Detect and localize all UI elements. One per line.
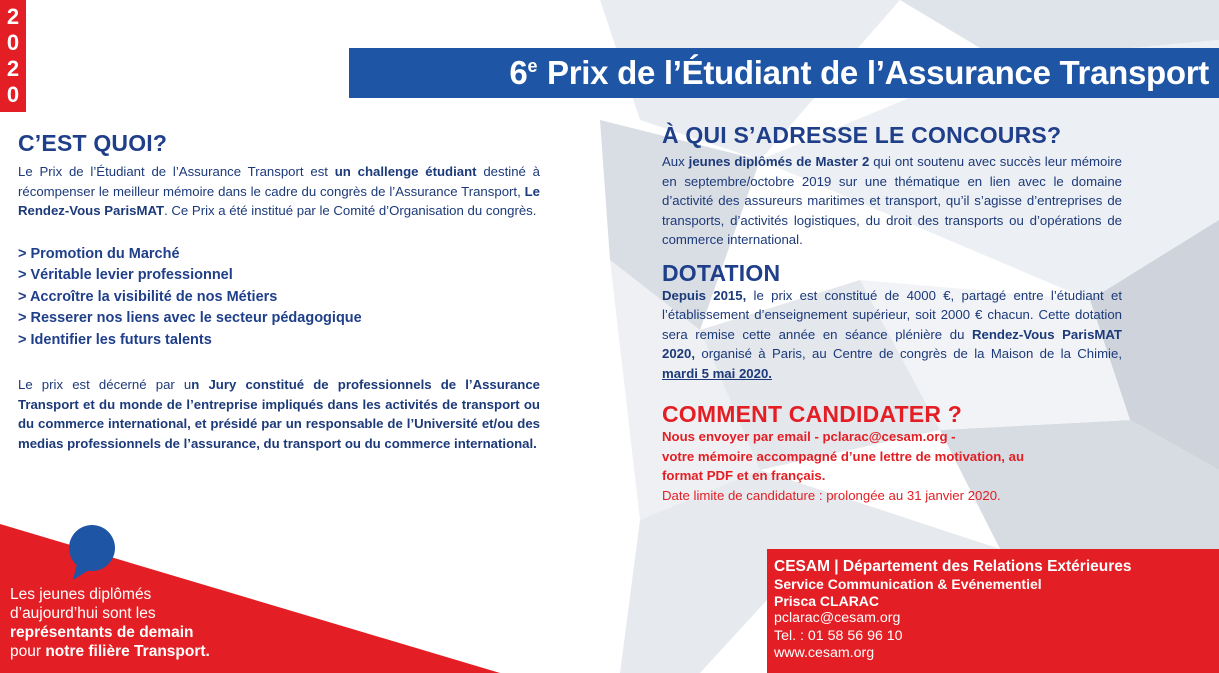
deadline-text: Date limite de candidature : prolongée au 31 janvier 2020. [662, 487, 1001, 503]
audience-paragraph [662, 152, 1122, 250]
right-column [662, 122, 1122, 505]
quote-line: pour [10, 643, 46, 660]
contact-box [767, 549, 1219, 673]
quote-line: Les jeunes diplômés [10, 586, 152, 603]
section-heading-apply: COMMENT CANDIDATER ? [662, 401, 962, 427]
intro-bold-2: Le Rendez-Vous ParisMAT [18, 183, 540, 218]
dotation-date: mardi 5 mai 2020. [662, 365, 772, 381]
audience-text-1: Aux [662, 154, 689, 169]
apply-line: format PDF et en français. [662, 468, 826, 483]
year-digit: 0 [6, 82, 20, 107]
contact-email-link[interactable]: pclarac@cesam.org [774, 610, 901, 626]
apply-line: votre mémoire accompagné d’une lettre de motivation, au [662, 448, 1025, 464]
audience-bold: jeunes diplômés de Master 2 [688, 154, 870, 169]
list-item: > Véritable levier professionnel [18, 267, 233, 283]
title-banner [349, 48, 1219, 98]
audience-text-2: qui ont soutenu avec succès leur mémoire en septembre/octobre 2019 sur une thématique en lien avec le domaine d’activité des assureurs maritimes et transport, qu’il s’agisse d’entreprises de transports, d’activités logistiques, du droit des transports ou d’opérations de commerce international. [662, 154, 1123, 247]
apply-instructions [662, 427, 1122, 486]
contact-website-link[interactable]: www.cesam.org [774, 645, 875, 661]
left-column [18, 130, 540, 453]
quote-bold: notre filière Transport. [45, 643, 210, 660]
jury-paragraph [18, 375, 540, 453]
dotation-text-2: organisé à Paris, au Centre de congrès de la Maison de la Chimie, [695, 346, 1122, 361]
title-ordinal-sup: e [527, 56, 538, 76]
intro-paragraph [18, 162, 540, 221]
year-bar [0, 0, 26, 112]
section-heading-audience: À QUI S’ADRESSE LE CONCOURS? [662, 122, 1062, 148]
page-title [509, 54, 1209, 92]
contact-name: Prisca CLARAC [774, 593, 880, 609]
contact-phone: Tel. : 01 58 56 96 10 [774, 627, 903, 644]
jury-bold: n Jury constitué de professionnels de l’Assurance Transport et du monde de l’entreprise impliqués dans les activités de transport ou du commerce international, et présidé par un responsable de l’Université et/ou des medias professionnels de l’assurance, du transport ou du commerce international. [18, 377, 541, 451]
quote-text [10, 585, 300, 661]
year-digit: 2 [6, 56, 20, 81]
dotation-paragraph [662, 286, 1122, 384]
dotation-bold-2: Rendez-Vous ParisMAT 2020, [662, 326, 1122, 361]
speech-bubble-icon [67, 524, 117, 582]
list-item: > Promotion du Marché [18, 245, 180, 262]
list-item: > Identifier les futurs talents [18, 331, 212, 348]
title-ordinal: 6 [509, 54, 528, 91]
benefits-list [18, 244, 540, 352]
quote-bold: représentants de demain [10, 624, 194, 641]
title-text: Prix de l’Étudiant de l’Assurance Transport [538, 54, 1209, 91]
intro-text-3: . Ce Prix a été institué par le Comité d’Organisation du congrès. [164, 203, 537, 218]
intro-text-2: destiné à récompenser le meilleur mémoire dans le cadre du congrès de l’Assurance Transport, [18, 164, 540, 199]
section-heading-dotation: DOTATION [662, 259, 781, 286]
section-heading-what: C’EST QUOI? [18, 130, 168, 156]
contact-organization: CESAM | Département des Relations Extérieures [774, 558, 1132, 575]
intro-text-1: Le Prix de l’Étudiant de l’Assurance Transport est [18, 164, 335, 179]
year-digit: 0 [6, 30, 20, 55]
quote-line: d’aujourd’hui sont les [10, 605, 156, 622]
apply-line: Nous envoyer par email - pclarac@cesam.org - [662, 429, 956, 444]
list-item: > Accroître la visibilité de nos Métiers [18, 288, 278, 305]
dotation-bold-1: Depuis 2015, [662, 287, 747, 303]
year-digit: 2 [6, 4, 20, 29]
contact-service: Service Communication & Evénementiel [774, 576, 1042, 592]
jury-text: Le prix est décerné par u [18, 377, 192, 392]
intro-bold-1: un challenge étudiant [334, 164, 477, 179]
dotation-text-1: le prix est constitué de 4000 €, partagé entre l’étudiant et l’établissement d’enseignement supérieur, soit 2000 € chacun. Cette dotation sera remise cette année en séance plénière du [662, 287, 1122, 342]
list-item: > Resserer nos liens avec le secteur pédagogique [18, 310, 362, 326]
